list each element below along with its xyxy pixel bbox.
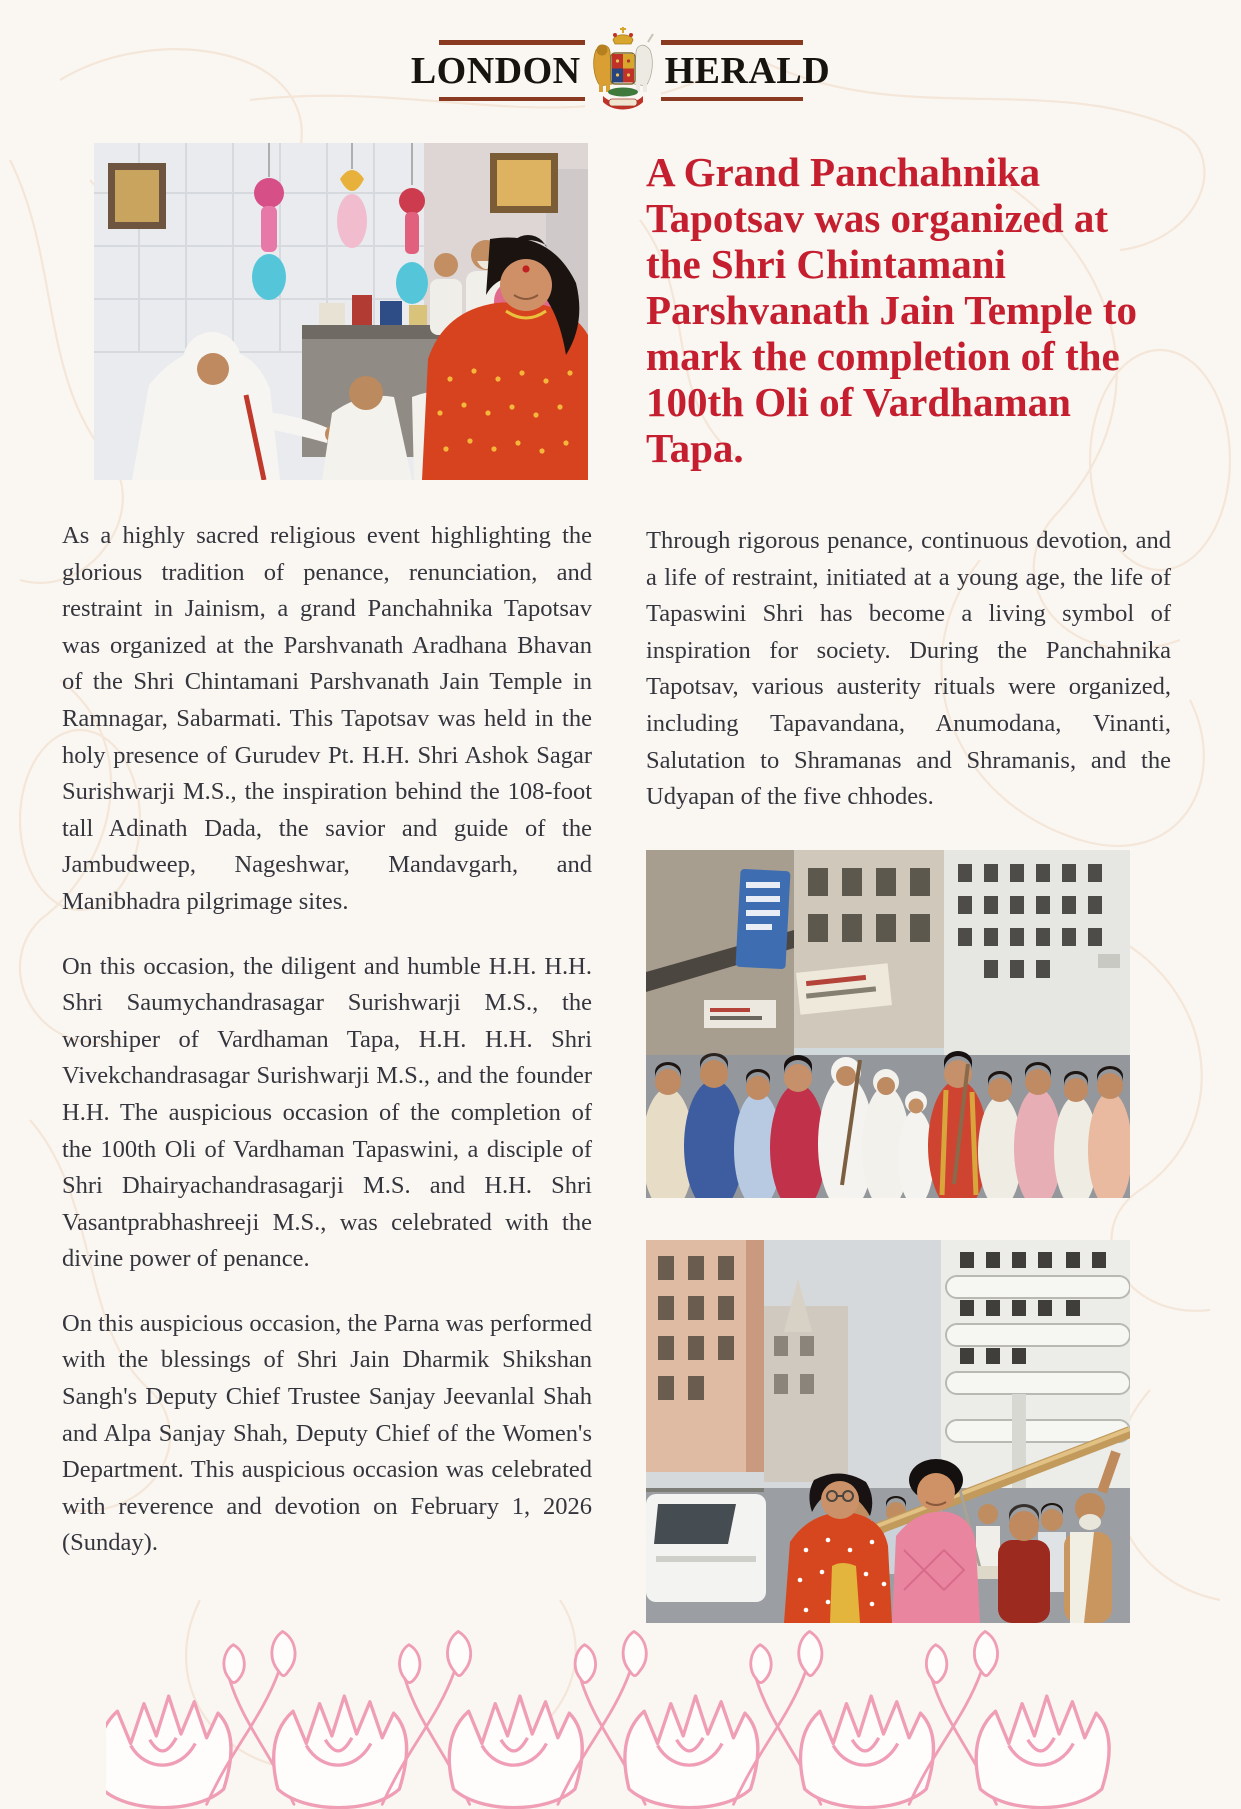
article-body <box>0 137 1241 1623</box>
article-paragraph: As a highly sacred religious event highlighting the glorious tradition of penance, renunciation, and restraint in Jainism, a grand Panchahnika Tapotsav was organized at the Parshvanath Aradhana Bhavan of the Shri Chintamani Parshvanath Jain Temple in Ramnagar, Sabarmati. This Tapotsav was held in the holy presence of Gurudev Pt. H.H. Shri Ashok Sagar Surishwarji M.S., the inspiration behind the 108-foot tall Adinath Dada, the savior and guide of the Jambudweep, Nageshwar, Mandavgarh, and Manibhadra pilgrimage sites. <box>62 522 592 915</box>
left-column <box>62 137 592 1623</box>
lotus-border-decoration <box>106 1604 1136 1809</box>
article-headline: A Grand Panchahnika Tapotsav was organized at the Shri Chintamani Parshvanath Jain Temple to mark the completion of the 100th Oli of Vardhaman Tapa. <box>646 149 1137 471</box>
royal-coat-of-arms-icon <box>585 26 661 116</box>
newspaper-page <box>0 40 1241 1795</box>
masthead-title-left: LONDON <box>410 50 581 92</box>
photo-street-procession-group <box>646 850 1130 1198</box>
masthead <box>410 40 831 101</box>
article-paragraph: On this occasion, the diligent and humble H.H. H.H. Shri Saumychandrasagar Surishwarji M.S., the worshiper of Vardhaman Tapa, H.H. H.H. Shri Vivekchandrasagar Surishwarji M.S., and the founder H.H. The auspicious occasion of the completion of the 100th Oli of Vardhaman Tapaswini, a disciple of Shri Dhairyachandrasagarji M.S. and H.H. Shri Vasantprabhashreeji M.S., was celebrated with the divine power of penance. <box>62 952 592 1273</box>
article-paragraph: On this auspicious occasion, the Parna was performed with the blessings of Shri Jain Dharmik Shikshan Sangh's Deputy Chief Trustee Sanjay Jeevanlal Shah and Alpa Sanjay Shah, Deputy Chief of the Women's Department. This auspicious occasion was celebrated with reverence and devotion on February 1, 2026 (Sunday). <box>62 1309 592 1557</box>
photo-blessing-ceremony <box>94 143 588 480</box>
right-column <box>646 137 1171 1623</box>
masthead-title-right: HERALD <box>664 50 831 92</box>
article-paragraph: Through rigorous penance, continuous devotion, and a life of restraint, initiated at a young age, the life of Tapaswini Shri has become a living symbol of inspiration for society. During the Panchahnika Tapotsav, various austerity rituals were organized, including Tapavandana, Anumodana, Vinanti, Salutation to Shramanas and Shramanis, and the Udyapan of the five chhodes. <box>646 527 1171 811</box>
photo-palanquin-procession <box>646 1240 1130 1623</box>
